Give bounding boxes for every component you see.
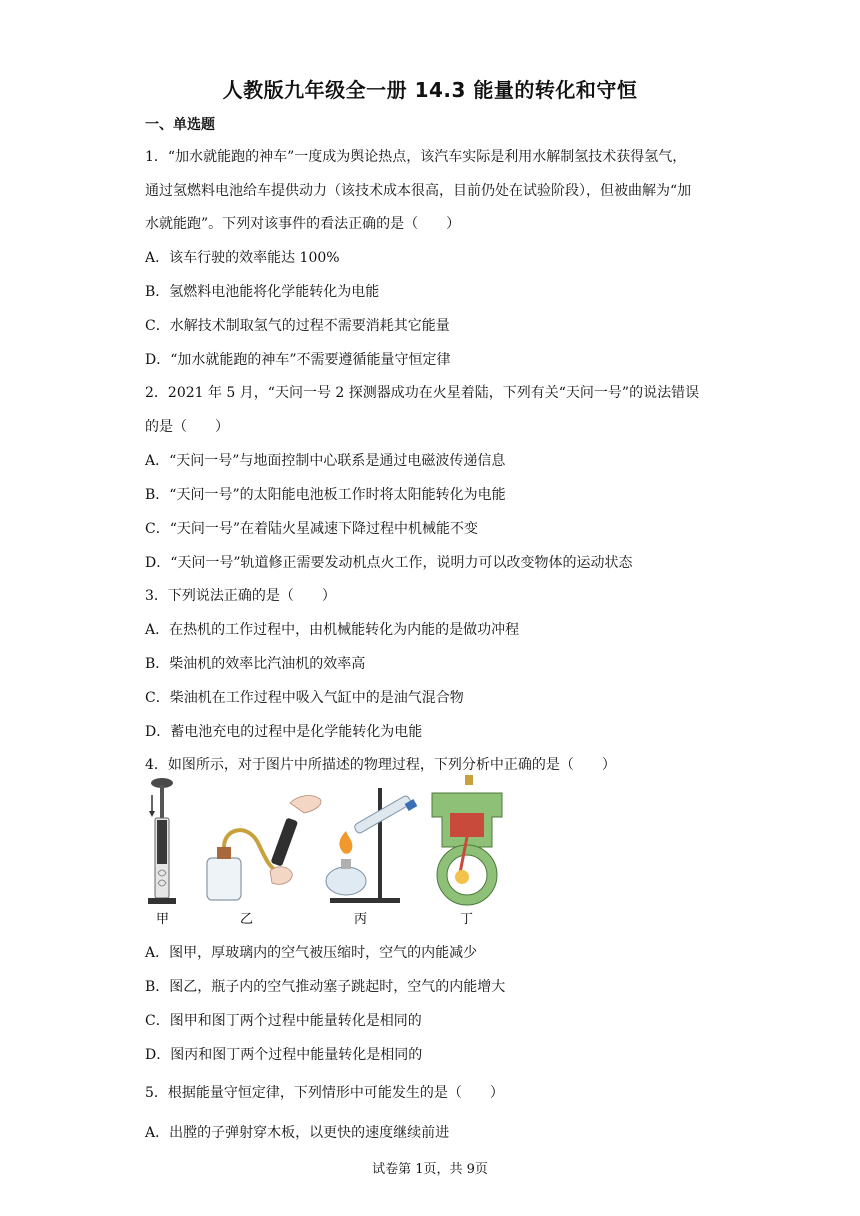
q2-option-c[interactable]: C．“天问一号”在着陆火星减速下降过程中机械能不变 [145, 521, 479, 537]
q5-stem: 5．根据能量守恒定律，下列情形中可能发生的是（ ） [145, 1085, 504, 1101]
q1-option-b[interactable]: B．氢燃料电池能将化学能转化为电能 [145, 284, 380, 300]
q4-option-b[interactable]: B．图乙，瓶子内的空气推动塞子跳起时，空气的内能增大 [145, 979, 506, 995]
q4-option-a[interactable]: A．图甲，厚玻璃内的空气被压缩时，空气的内能减少 [145, 945, 478, 961]
q1-stem-line-1: 1．“加水就能跑的神车”一度成为舆论热点，该汽车实际是利用水解制氢技术获得氢气， [145, 149, 687, 165]
q2-option-a[interactable]: A．“天问一号”与地面控制中心联系是通过电磁波传递信息 [145, 453, 506, 469]
q1-stem-line-2: 通过氢燃料电池给车提供动力（该技术成本很高，目前仍处在试验阶段），但被曲解为“加 [145, 183, 692, 199]
figure-label-yi: 乙 [240, 912, 254, 927]
figure-jia-compression-cylinder [148, 778, 176, 927]
q4-option-c[interactable]: C．图甲和图丁两个过程中能量转化是相同的 [145, 1013, 422, 1029]
q4-figure [140, 773, 530, 928]
q3-option-b[interactable]: B．柴油机的效率比汽油机的效率高 [145, 656, 366, 672]
q3-option-a[interactable]: A．在热机的工作过程中，由机械能转化为内能的是做功冲程 [145, 622, 520, 638]
figure-bing-heated-test-tube [326, 788, 417, 927]
q1-option-a[interactable]: A．该车行驶的效率能达 100% [145, 250, 340, 266]
figure-yi-bottle-pump [207, 796, 321, 927]
figure-label-jia: 甲 [156, 912, 170, 927]
q2-stem-line-2: 的是（ ） [145, 419, 229, 435]
q3-option-c[interactable]: C．柴油机在工作过程中吸入气缸中的是油气混合物 [145, 690, 464, 706]
q5-option-a[interactable]: A．出膛的子弹射穿木板，以更快的速度继续前进 [145, 1125, 450, 1141]
q4-stem: 4．如图所示，对于图片中所描述的物理过程，下列分析中正确的是（ ） [145, 757, 616, 773]
figure-label-ding: 丁 [460, 912, 474, 927]
q1-option-d[interactable]: D．“加水就能跑的神车”不需要遵循能量守恒定律 [145, 352, 451, 368]
figure-label-bing: 丙 [354, 912, 368, 927]
q1-stem-line-3: 水就能跑”。下列对该事件的看法正确的是（ ） [145, 216, 461, 232]
q2-option-d[interactable]: D．“天问一号”轨道修正需要发动机点火工作，说明力可以改变物体的运动状态 [145, 555, 633, 571]
q2-option-b[interactable]: B．“天问一号”的太阳能电池板工作时将太阳能转化为电能 [145, 487, 506, 503]
q3-option-d[interactable]: D．蓄电池充电的过程中是化学能转化为电能 [145, 724, 423, 740]
section-heading: 一、单选题 [145, 117, 215, 133]
q3-stem: 3．下列说法正确的是（ ） [145, 588, 336, 604]
q1-option-c[interactable]: C．水解技术制取氢气的过程不需要消耗其它能量 [145, 318, 450, 334]
q2-stem-line-1: 2．2021 年 5 月，“天问一号 2 探测器成功在火星着陆，下列有关“天问一号”的说法错误 [145, 385, 700, 401]
q4-option-d[interactable]: D．图丙和图丁两个过程中能量转化是相同的 [145, 1047, 423, 1063]
page-footer: 试卷第 1页，共 9页 [372, 1162, 488, 1177]
figure-ding-engine-cylinder [432, 775, 502, 927]
page-title: 人教版九年级全一册 14.3 能量的转化和守恒 [222, 78, 638, 102]
